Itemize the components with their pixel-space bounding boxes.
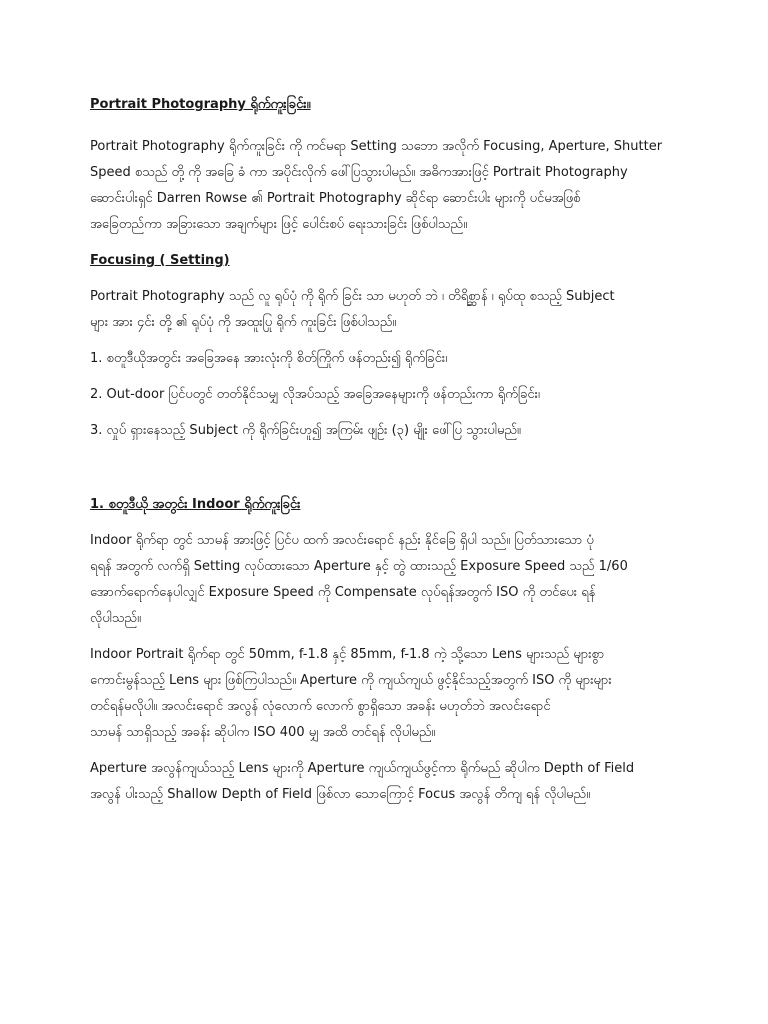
paragraph-indoor-1 (90, 528, 690, 632)
paragraph-line: ရရန် အတွက် လက်ရှိ Setting လုပ်ထားသော Aperture နှင့် တွဲ ထားသည့် Exposure Speed သည် 1/60 (90, 559, 628, 574)
paragraph-line: လိုပါသည်။ (90, 611, 141, 626)
paragraph-line: Aperture အလွန်ကျယ်သည့် Lens များကို Aperture ကျယ်ကျယ်ဖွင့်ကာ ရိုက်မည် ဆိုပါက Depth of Field (90, 761, 635, 776)
paragraph-line: အောက်ရောက်နေပါလျှင် Exposure Speed ကို Compensate လုပ်ရန်အတွက် ISO ကို တင်ပေး ရန် (90, 585, 596, 600)
heading-focusing-setting: Focusing ( Setting) (90, 253, 230, 268)
document-page (90, 92, 690, 818)
list-item-1: 1. စတူဒီယိုအတွင်း အခြေအနေ အားလုံးကို စိတ်ကြိုက် ဖန်တည်း၍ ရိုက်ခြင်း၊ (90, 351, 448, 366)
paragraph-line: သာမန် သာရှိသည့် အခန်း ဆိုပါက ISO 400 မျှ အထိ တင်ရန် လိုပါမည်။ (90, 725, 436, 740)
paragraph-line: အလွန် ပါးသည့် Shallow Depth of Field ဖြစ်လာ သောကြောင့် Focus အလွန် တိကျ ရန် လိုပါမည်။ (90, 787, 591, 802)
paragraph-line: Portrait Photography သည် လူ ရုပ်ပုံ ကို ရိုက် ခြင်း သာ မဟုတ် ဘဲ ၊ တိရိစ္ဆာန် ၊ ရုပ်ထု စသည့် Subject (90, 289, 615, 304)
paragraph-indoor-2 (90, 642, 690, 746)
paragraph-line: အခြေတည်ကာ အခြားသော အချက်များ ဖြင့် ပေါင်းစပ် ရေးသားခြင်း ဖြစ်ပါသည်။ (90, 217, 467, 232)
paragraph-line: Indoor Portrait ရိုက်ရာ တွင် 50mm, f-1.8 နှင့် 85mm, f-1.8 ကဲ့ သို့သော Lens များသည် များစွာ (90, 647, 605, 662)
paragraph-line: ကောင်းမွန်သည့် Lens များ ဖြစ်ကြပါသည်။ Aperture ကို ကျယ်ကျယ် ဖွင့်နိုင်သည့်အတွက် ISO ကို များများ (90, 673, 612, 688)
heading-portrait-photography: Portrait Photography ရိုက်ကူးခြင်း။ (90, 97, 311, 112)
paragraph-line: ဆောင်းပါးရှင် Darren Rowse ၏ Portrait Photography ဆိုင်ရာ ဆောင်းပါး များကို ပင်မအဖြစ် (90, 191, 581, 206)
paragraph-line: Speed စသည် တို့ ကို အခြေ ခံ ကာ အပိုင်းလိုက် ဖေါ်ပြသွားပါမည်။ အဓိကအားဖြင့် Portrait Photography (90, 165, 628, 180)
section-spacer (90, 454, 690, 492)
list-item-3: 3. လှုပ် ရှားနေသည့် Subject ကို ရိုက်ခြင်းဟူ၍ အကြမ်း ဖျဉ်း (၃) မျိုး ဖေါ်ပြ သွားပါမည်။ (90, 423, 521, 438)
list-item-2: 2. Out-door ပြင်ပတွင် တတ်နိုင်သမျှ လိုအပ်သည့် အခြေအနေများကို ဖန်တည်းကာ ရိုက်ခြင်း၊ (90, 387, 540, 402)
heading-indoor-shooting: 1. စတူဒီယို အတွင်း Indoor ရိုက်ကူးခြင်း (90, 497, 301, 512)
paragraph-line: Indoor ရိုက်ရာ တွင် သာမန် အားဖြင့် ပြင်ပ ထက် အလင်းရောင် နည်း နိုင်ခြေ ရှိပါ သည်။ ပြတ်သားသော ပုံ (90, 533, 594, 548)
paragraph-aperture (90, 756, 690, 808)
paragraph-line: တင်ရန်မလိုပါ။ အလင်းရောင် အလွန် လုံလောက် လောက် စွာရှိသော အခန်း မဟုတ်ဘဲ အလင်းရောင် (90, 699, 551, 714)
paragraph-focusing (90, 284, 690, 336)
paragraph-line: Portrait Photography ရိုက်ကူးခြင်း ကို ကင်မရာ Setting သဘော အလိုက် Focusing, Aperture, Shutter (90, 139, 663, 154)
paragraph-intro (90, 134, 690, 238)
paragraph-line: များ အား ၄င်း တို့ ၏ ရုပ်ပုံ ကို အထူးပြု ရိုက် ကူးခြင်း ဖြစ်ပါသည်။ (90, 315, 397, 330)
